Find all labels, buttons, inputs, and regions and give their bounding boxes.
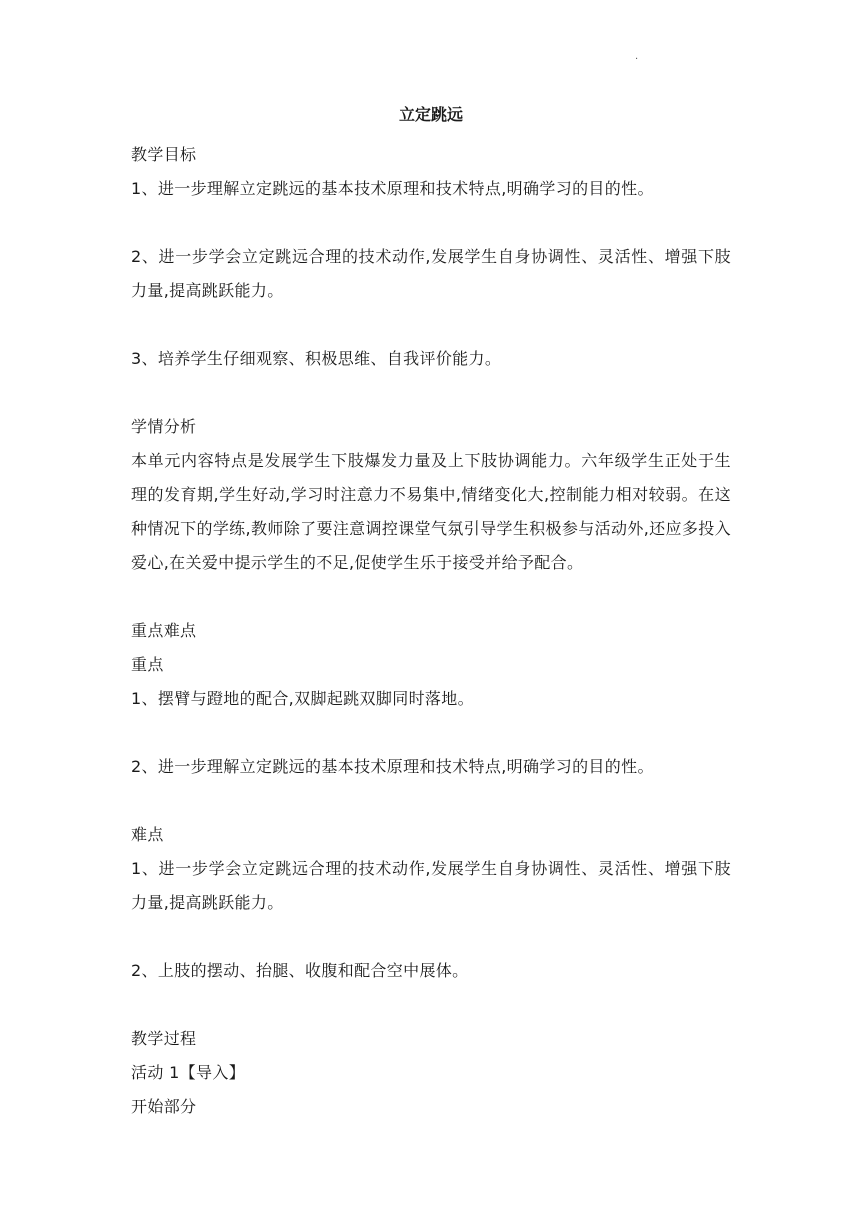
spacer	[131, 308, 731, 342]
difficulty-item-2: 2、上肢的摆动、抬腿、收腹和配合空中展体。	[131, 961, 469, 980]
document-page	[131, 103, 731, 1124]
difficulty-heading: 难点	[131, 825, 164, 844]
focus-item-1: 1、摆臂与蹬地的配合,双脚起跳双脚同时落地。	[131, 689, 474, 708]
spacer	[131, 716, 731, 750]
document-title: 立定跳远	[398, 105, 463, 124]
spacer	[131, 206, 731, 240]
focus-item-2: 2、进一步理解立定跳远的基本技术原理和技术特点,明确学习的目的性。	[131, 757, 654, 776]
section-heading-process: 教学过程	[131, 1029, 197, 1048]
page-marker: ·	[635, 54, 639, 65]
spacer	[131, 580, 731, 614]
section-heading-objectives: 教学目标	[131, 145, 197, 164]
spacer	[131, 920, 731, 954]
spacer	[131, 784, 731, 818]
difficulty-item-1: 1、进一步学会立定跳远合理的技术动作,发展学生自身协调性、灵活性、增强下肢力量,提高跳跃能力。	[131, 859, 731, 912]
objective-item-3: 3、培养学生仔细观察、积极思维、自我评价能力。	[131, 349, 502, 368]
part-label: 开始部分	[131, 1097, 197, 1116]
objective-item-1: 1、进一步理解立定跳远的基本技术原理和技术特点,明确学习的目的性。	[131, 179, 654, 198]
focus-heading: 重点	[131, 655, 164, 674]
activity-label: 活动 1【导入】	[131, 1063, 246, 1082]
section-heading-key-points: 重点难点	[131, 621, 197, 640]
section-heading-analysis: 学情分析	[131, 417, 197, 436]
spacer	[131, 376, 731, 410]
objective-item-2: 2、进一步学会立定跳远合理的技术动作,发展学生自身协调性、灵活性、增强下肢力量,提高跳跃能力。	[131, 247, 731, 300]
spacer	[131, 988, 731, 1022]
analysis-paragraph: 本单元内容特点是发展学生下肢爆发力量及上下肢协调能力。六年级学生正处于生理的发育期,学生好动,学习时注意力不易集中,情绪变化大,控制能力相对较弱。在这种情况下的学练,教师除了要注意调控课堂气氛引导学生积极参与活动外,还应多投入爱心,在关爱中提示学生的不足,促使学生乐于接受并给予配合。	[131, 451, 731, 572]
